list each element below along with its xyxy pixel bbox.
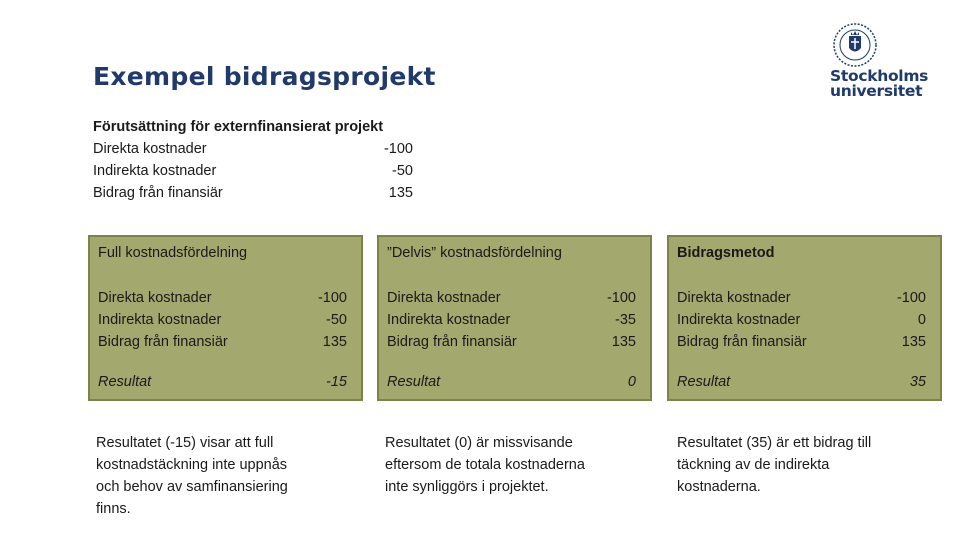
box-full-allocation	[88, 235, 363, 401]
note-partial-allocation	[385, 432, 585, 498]
note-line: kostnadstäckning inte uppnås	[96, 457, 288, 473]
box-rows	[387, 287, 636, 353]
page-title: Exempel bidragsprojekt	[93, 62, 436, 91]
box-row-value: 135	[322, 334, 347, 350]
box-heading: Full kostnadsfördelning	[98, 245, 248, 261]
prereq-row	[93, 182, 413, 204]
box-row-value: 0	[917, 312, 926, 328]
university-logo	[828, 22, 928, 102]
box-result	[98, 374, 347, 390]
prerequisites	[93, 116, 413, 204]
note-line: inte synliggörs i projektet.	[385, 479, 549, 495]
box-row-value: 135	[611, 334, 636, 350]
box-row-label: Indirekta kostnader	[387, 312, 511, 328]
result-label: Resultat	[387, 374, 441, 390]
box-row-label: Direkta kostnader	[677, 290, 791, 306]
box-row	[98, 331, 347, 353]
box-row	[677, 309, 926, 331]
box-row-label: Indirekta kostnader	[98, 312, 222, 328]
box-row	[677, 331, 926, 353]
box-row-value: 135	[901, 334, 926, 350]
note-line: kostnaderna.	[677, 479, 761, 495]
box-row	[387, 309, 636, 331]
box-row	[387, 287, 636, 309]
result-label: Resultat	[677, 374, 731, 390]
box-result	[677, 374, 926, 390]
note-grant-method	[677, 432, 871, 498]
prereq-value: 135	[388, 185, 413, 201]
prereq-label: Direkta kostnader	[93, 141, 207, 157]
box-heading: ”Delvis” kostnadsfördelning	[387, 245, 562, 261]
prereq-value: -50	[392, 163, 413, 179]
note-line: finns.	[96, 501, 131, 517]
box-row-label: Bidrag från finansiär	[677, 334, 807, 350]
result-value: 35	[909, 374, 926, 390]
box-grant-method	[667, 235, 942, 401]
prereq-row	[93, 160, 413, 182]
box-row-value: -100	[606, 290, 636, 306]
box-row	[387, 331, 636, 353]
result-value: 0	[627, 374, 636, 390]
note-line: eftersom de totala kostnaderna	[385, 457, 585, 473]
box-row-label: Indirekta kostnader	[677, 312, 801, 328]
logo-wordmark	[830, 69, 928, 99]
box-result	[387, 374, 636, 390]
prereq-row	[93, 138, 413, 160]
result-label: Resultat	[98, 374, 152, 390]
prereq-value: -100	[383, 141, 413, 157]
result-value: -15	[326, 374, 347, 390]
box-row	[677, 287, 926, 309]
note-line: och behov av samfinansiering	[96, 479, 288, 495]
box-row-value: -100	[317, 290, 347, 306]
note-line: Resultatet (0) är missvisande	[385, 435, 573, 451]
box-row-label: Direkta kostnader	[387, 290, 501, 306]
prerequisites-heading: Förutsättning för externfinansierat projekt	[93, 119, 384, 135]
box-rows	[98, 287, 347, 353]
prereq-label: Indirekta kostnader	[93, 163, 217, 179]
box-row-label: Bidrag från finansiär	[98, 334, 228, 350]
prereq-label: Bidrag från finansiär	[93, 185, 223, 201]
logo-line-2: universitet	[830, 82, 923, 100]
box-row-label: Bidrag från finansiär	[387, 334, 517, 350]
logo-line-1: Stockholms	[830, 67, 929, 85]
box-rows	[677, 287, 926, 353]
seal-icon	[832, 22, 878, 68]
note-full-allocation	[96, 432, 288, 520]
box-row	[98, 287, 347, 309]
note-line: täckning av de indirekta	[677, 457, 830, 473]
box-row-value: -100	[896, 290, 926, 306]
box-row	[98, 309, 347, 331]
box-heading: Bidragsmetod	[677, 245, 775, 261]
note-line: Resultatet (35) är ett bidrag till	[677, 435, 872, 451]
box-row-value: -35	[615, 312, 636, 328]
note-line: Resultatet (-15) visar att full	[96, 435, 274, 451]
box-row-label: Direkta kostnader	[98, 290, 212, 306]
box-row-value: -50	[326, 312, 347, 328]
box-partial-allocation	[377, 235, 652, 401]
